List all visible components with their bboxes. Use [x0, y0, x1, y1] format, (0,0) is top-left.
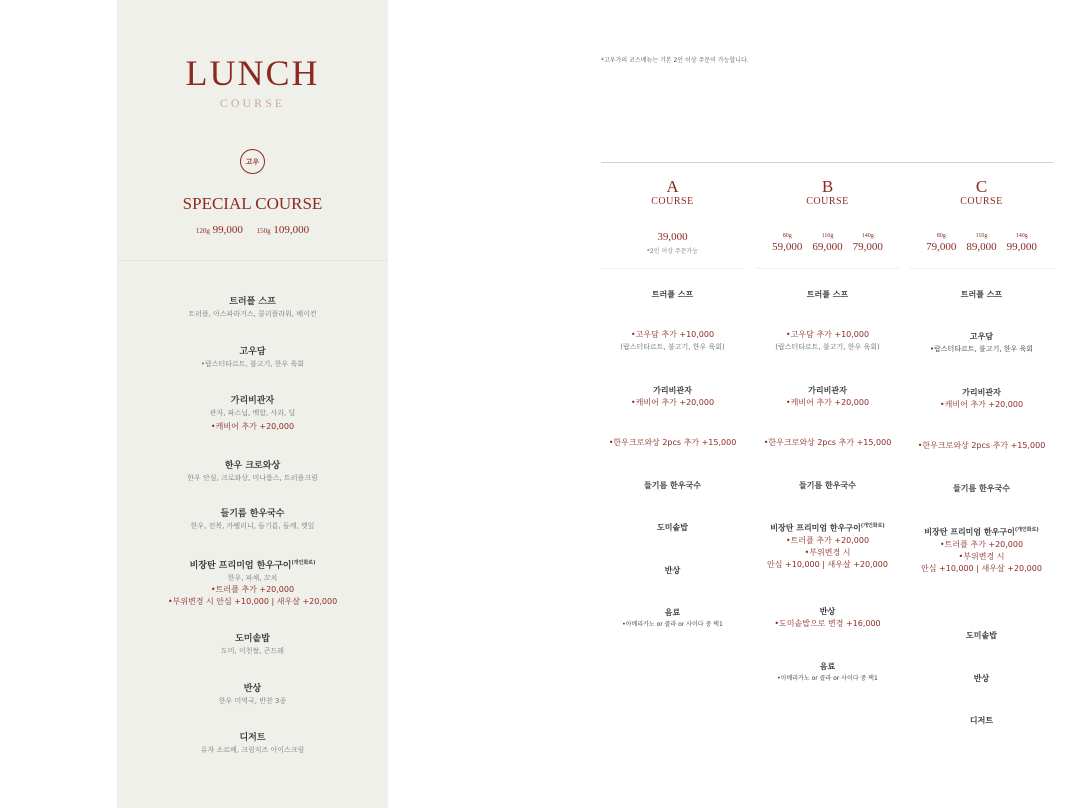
menu-item-name-text: 비장탄 프리미엄 한우구이	[924, 527, 1015, 537]
menu-item-name: 가리비관자	[230, 396, 275, 406]
price-value: 39,000	[657, 231, 688, 243]
menu-item-desc: 트러플, 아스파라거스, 콜리플라워, 베이컨	[188, 310, 317, 318]
menu-item	[909, 440, 1054, 452]
course-prices	[755, 232, 900, 253]
special-course-prices	[117, 224, 388, 236]
menu-item	[755, 520, 900, 571]
menu-item	[600, 607, 745, 631]
divider	[117, 260, 388, 261]
menu-item-name: 도미솥밥	[657, 523, 688, 532]
menu-item-extra: •트러플 추가 +20,000	[939, 539, 1024, 549]
menu-item-extra: •한우크로와상 2pcs 추가 +15,000	[763, 438, 892, 447]
menu-item-name: 트러플 스프	[229, 297, 276, 307]
menu-item	[117, 296, 388, 320]
menu-item	[600, 522, 745, 534]
menu-item-name: 도미솥밥	[966, 631, 997, 640]
price-value: 109,000	[273, 224, 310, 236]
menu-item-name: 도미솥밥	[235, 634, 270, 644]
menu-item	[117, 346, 388, 370]
menu-item-desc: (랍스터타르트, 불고기, 한우 육회)	[620, 343, 725, 351]
price-option	[926, 232, 956, 253]
course-order-note: *고우가의 코스메뉴는 기본 2인 이상 주문이 가능합니다.	[601, 57, 749, 64]
menu-item-name: 들기름 한우국수	[644, 481, 701, 490]
menu-item	[755, 437, 900, 449]
menu-item	[600, 480, 745, 492]
price-value: 89,000	[966, 241, 997, 253]
menu-item	[117, 508, 388, 532]
menu-item-desc: 유자 소르베, 크림치즈 아이스크림	[200, 746, 305, 754]
menu-item-name: 트러플 스프	[960, 290, 1003, 299]
menu-item	[117, 395, 388, 433]
menu-item-desc: 한우, 파채, 꼬치	[227, 574, 278, 582]
menu-item-desc: 한우 안심, 크로와상, 미나릅스, 트러플크림	[187, 474, 318, 482]
menu-item-sup: (개인화로)	[291, 560, 316, 566]
menu-item-desc: 한우, 전복, 카펠리니, 들기름, 들깨, 깻잎	[190, 522, 315, 530]
price-weight: 110g	[821, 233, 834, 239]
menu-item	[909, 483, 1054, 495]
menu-item-name	[755, 520, 900, 535]
menu-item-name: 반상	[243, 684, 262, 694]
restaurant-seal-logo	[240, 149, 265, 174]
course-prices	[909, 232, 1054, 253]
menu-item-extra: •고우담 추가 +10,000	[630, 330, 715, 339]
course-label: COURSE	[960, 196, 1003, 207]
menu-item-desc: 관자, 파스닙, 백합, 사과, 딜	[209, 409, 296, 417]
menu-item-name: 들기름 한우국수	[799, 481, 856, 490]
menu-item	[755, 329, 900, 353]
price-weight: 140g	[861, 233, 874, 239]
menu-item	[117, 683, 388, 707]
divider	[909, 268, 1054, 269]
menu-item-desc: 도미, 이천쌀, 곤드레	[221, 647, 284, 655]
menu-item-name-text: 비장탄 프리미엄 한우구이	[770, 523, 861, 533]
lunch-subtitle: COURSE	[219, 96, 286, 110]
menu-item-extra: •부위변경 시 안심 +10,000 | 새우살 +20,000	[167, 597, 338, 606]
lunch-special-panel	[117, 0, 388, 808]
course-letter: B	[821, 177, 834, 196]
lunch-title: LUNCH	[185, 53, 320, 93]
divider	[755, 268, 900, 269]
price-option	[853, 232, 883, 253]
menu-item-name: 음료	[664, 608, 681, 617]
menu-item-extra: •부위변경 시	[958, 551, 1005, 561]
menu-item	[600, 329, 745, 353]
menu-item-extra: •캐비어 추가 +20,000	[939, 400, 1024, 409]
menu-item-name	[909, 524, 1054, 539]
menu-item-name: 반상	[664, 566, 681, 575]
menu-item-name: 한우 크로와상	[224, 461, 281, 471]
menu-item-extra: 안심 +10,000 | 새우살 +20,000	[921, 563, 1042, 573]
price-option	[812, 232, 842, 253]
menu-item-desc: •랍스터타르트, 불고기, 한우 육회	[200, 360, 305, 368]
menu-item-extra: •한우크로와상 2pcs 추가 +15,000	[917, 441, 1046, 450]
menu-item-extra: •트러플 추가 +20,000	[785, 535, 870, 545]
course-price	[600, 231, 745, 255]
menu-item-desc: •아메리카노 or 콜라 or 사이다 중 택1	[622, 621, 723, 628]
menu-item-extra: •캐비어 추가 +20,000	[210, 422, 295, 431]
price-value: 79,000	[852, 241, 883, 253]
price-value: 99,000	[212, 224, 243, 236]
divider	[601, 162, 1053, 163]
menu-item-name: 들기름 한우국수	[953, 484, 1010, 493]
menu-item	[755, 661, 900, 685]
menu-item-name: 반상	[973, 674, 990, 683]
menu-item	[600, 385, 745, 409]
price-value: 99,000	[1006, 241, 1037, 253]
menu-item-extra: •트러플 추가 +20,000	[210, 585, 295, 594]
price-option	[966, 232, 996, 253]
menu-item	[909, 715, 1054, 727]
menu-item-extra: •한우크로와상 2pcs 추가 +15,000	[608, 438, 737, 447]
menu-item	[909, 524, 1054, 575]
menu-item	[755, 480, 900, 492]
menu-item	[600, 437, 745, 449]
menu-item-extra: •부위변경 시	[804, 547, 851, 557]
menu-item	[117, 732, 388, 756]
menu-item-desc: 한우 미역국, 반찬 3종	[218, 697, 287, 705]
menu-item-name: 가리비관자	[653, 386, 692, 395]
menu-item	[755, 606, 900, 630]
price-value: 79,000	[926, 241, 957, 253]
menu-item	[909, 289, 1054, 301]
menu-item-name: 가리비관자	[962, 388, 1001, 397]
menu-item-name: 고우담	[239, 347, 266, 357]
menu-item-sup: (개인화로)	[860, 523, 885, 529]
price-weight: 120g	[195, 227, 210, 235]
menu-item-desc: •아메리카노 or 콜라 or 사이다 중 택1	[777, 675, 878, 682]
menu-item	[909, 387, 1054, 411]
menu-item-name: 트러플 스프	[651, 290, 694, 299]
menu-item-name: 들기름 한우국수	[220, 509, 285, 519]
course-letter: A	[666, 177, 679, 196]
menu-item	[909, 331, 1054, 355]
menu-item	[755, 385, 900, 409]
menu-item-extra: •고우담 추가 +10,000	[785, 330, 870, 339]
menu-item	[117, 633, 388, 657]
menu-item-sup: (개인화로)	[1014, 527, 1039, 533]
price-weight: 110g	[975, 233, 988, 239]
menu-item-name: 가리비관자	[808, 386, 847, 395]
price-weight: 140g	[1015, 233, 1028, 239]
menu-item-extra: 안심 +10,000 | 새우살 +20,000	[767, 559, 888, 569]
seal-text: 고우	[245, 157, 260, 166]
price-weight: 80g	[782, 233, 792, 239]
menu-item-name: 고우담	[969, 332, 994, 341]
menu-item-name: 반상	[819, 607, 836, 616]
price-value: 69,000	[812, 241, 843, 253]
menu-item-extra: •도미솥밥으로 변경 +16,000	[774, 619, 881, 628]
menu-item-desc: (랍스터타르트, 불고기, 한우 육회)	[775, 343, 880, 351]
menu-item	[600, 565, 745, 577]
menu-item	[755, 289, 900, 301]
menu-item-name: 디저트	[969, 716, 994, 725]
menu-item-name: 음료	[819, 662, 836, 671]
course-label: COURSE	[651, 196, 694, 207]
price-option	[772, 232, 802, 253]
menu-item	[909, 630, 1054, 642]
menu-item-extra: •캐비어 추가 +20,000	[630, 398, 715, 407]
menu-item-name: 디저트	[239, 733, 266, 743]
menu-item	[600, 289, 745, 301]
price-weight: 150g	[256, 227, 271, 235]
menu-item	[909, 673, 1054, 685]
menu-item	[117, 557, 388, 608]
menu-item-name: 트러플 스프	[806, 290, 849, 299]
price-weight: 80g	[936, 233, 946, 239]
special-course-title: SPECIAL COURSE	[182, 194, 323, 213]
course-label: COURSE	[806, 196, 849, 207]
menu-item-name-text: 비장탄 프리미엄 한우구이	[189, 561, 292, 571]
price-value: 59,000	[772, 241, 803, 253]
menu-item-desc: •랍스터타르트, 불고기, 한우 육회	[929, 345, 1034, 353]
menu-item	[117, 460, 388, 484]
course-letter: C	[975, 177, 988, 196]
price-note: *2인 이상 주문가능	[646, 248, 699, 255]
menu-item-extra: •캐비어 추가 +20,000	[785, 398, 870, 407]
divider	[600, 268, 745, 269]
menu-item-name	[117, 557, 388, 572]
price-option	[1007, 232, 1037, 253]
